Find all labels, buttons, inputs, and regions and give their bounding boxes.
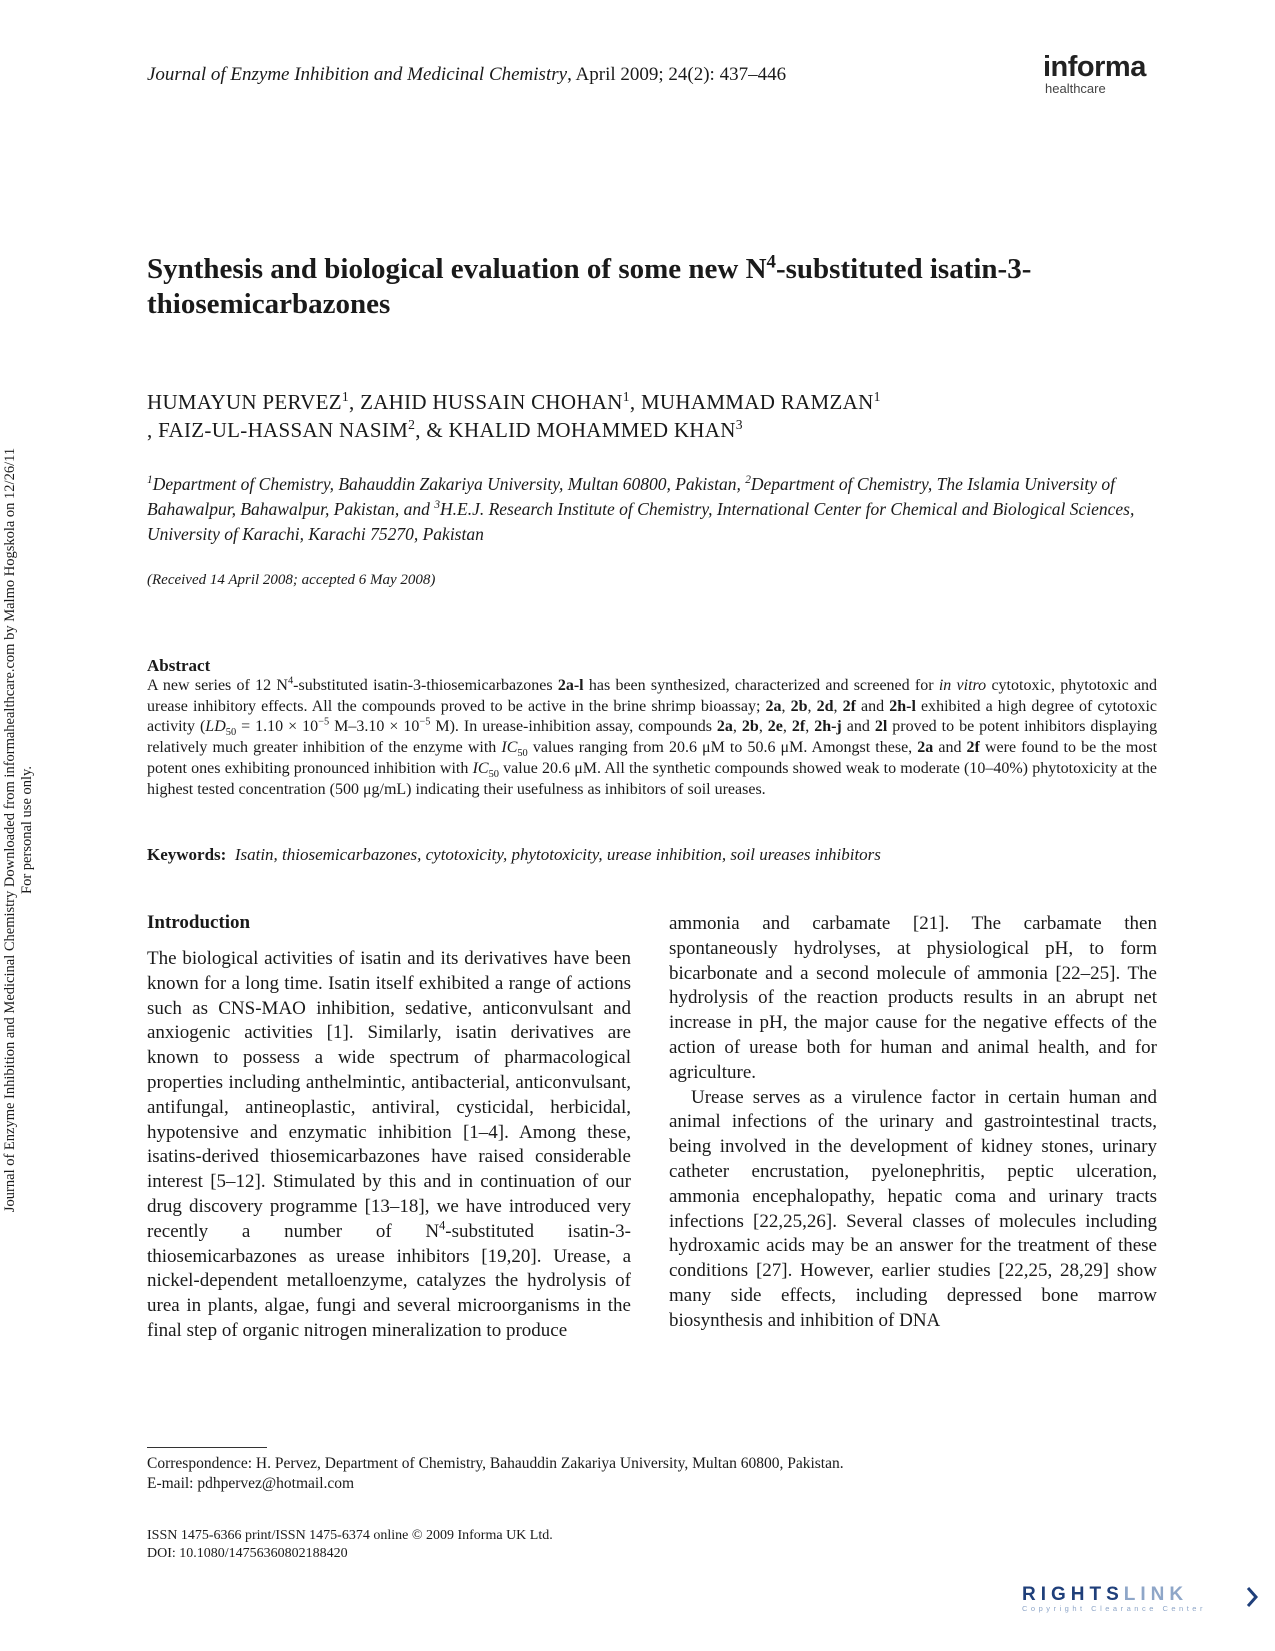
keywords-label: Keywords: [147,845,227,864]
publisher-name: informa [1043,51,1146,83]
abstract-italic: in vitro [938,677,987,694]
abstract-text: proved to be potent inhibitors displaying relatively much greater inhibition of the enzyme with [147,718,1158,757]
title-part1: Synthesis and biological evaluation of some new N [147,253,767,285]
compound-label: 2a-l [557,677,584,694]
author-list [147,388,1137,444]
compound-label: 2a [765,697,782,715]
issn-block [147,1527,553,1563]
abstract-text: and [933,739,967,757]
body-column-left [147,947,631,1344]
abstract-text: A new series of 12 N [147,677,288,694]
rightslink-tagline: Copyright Clearance Center [1022,1604,1206,1613]
keywords [147,845,1157,865]
body-paragraph: ammonia and carbamate [21]. The carbamate then spontaneously hydrolyses, at physiological pH, to form bicarbonate and a second molecule of ammonia [22–25]. The hydrolysis of the reaction products results in an abrupt net increase in pH, the major cause for the negative effects of the action of urease both for human and animal health, and for agriculture. [669,913,1157,1083]
side-note-line1: Journal of Enzyme Inhibition and Medicinal Chemistry Downloaded from informahealthcare.com by Malmo Hogskola on 12/26/11 [2,447,18,1213]
abstract-sub: 50 [225,727,237,739]
compound-label: 2f [966,739,980,757]
affil-text: Department of Chemistry, The Islamia University of Bahawalpur, Bahawalpur, Pakistan, and [147,474,1115,519]
paper-title [147,252,1127,322]
abstract-italic: IC [472,759,489,777]
journal-name: Journal of Enzyme Inhibition and Medicinal Chemistry [147,64,568,85]
body-text: -substituted isatin-3-thiosemicarbazones as urease inhibitors [19,20]. Urease, a nickel-dependent metalloenzyme, catalyzes the hydrolysis of urea in plants, algae, fungi and several microorganisms in the final step of organic nitrogen mineralization to produce [147,1220,631,1341]
author-name: , & KHALID MOHAMMED KHAN [415,418,736,442]
author-affil-sup: 1 [622,389,630,404]
affiliations [147,472,1157,547]
author-affil-sup: 2 [408,417,416,432]
affil-sup: 1 [147,474,153,487]
keywords-values: Isatin, thiosemicarbazones, cytotoxicity, phytotoxicity, urease inhibition, soil ureases inhibitors [234,845,881,864]
author-affil-sup: 3 [735,417,743,432]
publisher-division: healthcare [1045,81,1106,96]
abstract-text: were found to be the most potent ones exhibiting pronounced inhibition with [147,739,1158,777]
received-dates: (Received 14 April 2008; accepted 6 May 2008) [147,572,436,588]
compound-label: 2b [790,697,808,715]
body-text: The biological activities of isatin and its derivatives have been known for a long time. Isatin itself exhibited a range of actions such as CNS-MAO inhibition, sedative, anticonvulsant and anxiogenic activities [1]. Similarly, isatin derivatives are known to possess a wide spectrum of pharmacological properties including anthelmintic, antibacterial, anticonvulsant, antifungal, antineoplastic, antiviral, cysticidal, herbicidal, hypotensive and enzymatic inhibition [1–4]. Among these, isatins-derived thiosemicarbazones have raised considerable interest [5–12]. Stimulated by this and in continuation of our drug discovery programme [13–18], we have introduced very recently a number of N [147,948,631,1242]
body-column-right [669,912,1157,1334]
abstract-text: and [855,697,890,715]
abstract-text: and [841,718,875,736]
abstract-sub: 50 [488,769,499,780]
download-side-note [2,390,36,1270]
compound-label: 2h-l [889,697,916,715]
compound-label: 2f [842,697,856,715]
author-name: , MUHAMMAD RAMZAN [629,390,874,414]
rightslink-logo [1022,1584,1206,1613]
journal-issue: , April 2009; 24(2): 437–446 [567,64,787,85]
abstract-text: value 20.6 μM. All the synthetic compounds showed weak to moderate (10–40%) phytotoxicity at the highest tested concentration (500 μg/mL) indicating their usefulness as inhibitors of soil ureases. [147,759,1157,798]
abstract-heading: Abstract [147,656,211,675]
abstract-text: -substituted isatin-3-thiosemicarbazones [293,677,558,694]
correspondence-address: Correspondence: H. Pervez, Department of Chemistry, Bahauddin Zakariya University, Multan 60800, Pakistan. [147,1455,844,1472]
correspondence-note [147,1454,1147,1493]
compound-label: 2b [741,718,759,736]
abstract-text: cytotoxic, phytotoxic and urease inhibitory effects. All the compounds proved to be active in the brine shrimp bioassay; [147,677,1158,715]
side-note-line2: For personal use only. [19,766,35,894]
compound-label: 2e [767,718,783,736]
abstract-text: , [833,697,843,715]
abstract-sup: −5 [318,717,330,729]
author-affil-sup: 1 [341,389,349,404]
abstract-body [147,676,1157,800]
doi-line: DOI: 10.1080/14756360802188420 [147,1546,348,1561]
abstract-italic: IC [501,739,518,757]
compound-label: 2d [816,697,834,715]
abstract-text: values ranging from 20.6 μM to 50.6 μM. Amongst these, [527,739,918,757]
title-sup: 4 [766,251,776,273]
rightslink-word2: LINK [1123,1584,1189,1605]
issn-line: ISSN 1475-6366 print/ISSN 1475-6374 online © 2009 Informa UK Ltd. [147,1528,553,1543]
abstract-text: = 1.10 × 10 [236,718,319,736]
affil-text: Department of Chemistry, Bahauddin Zakariya University, Multan 60800, Pakistan, [152,474,746,494]
rightslink-chevron-icon [1244,1586,1258,1608]
body-paragraph: Urease serves as a virulence factor in certain human and animal infections of the urinary and gastrointestinal tracts, being involved in the development of kidney stones, urinary catheter encrustation, pyelonephritis, peptic ulceration, ammonia encephalopathy, hepatic coma and urinary tracts infections [22,25,26]. Several classes of molecules including hydroxamic acids may be an answer for the treatment of these conditions [27]. However, earlier studies [22,25, 28,29] show many side effects, including depressed bone marrow biosynthesis and inhibition of DNA [669,1086,1157,1331]
abstract-text: , [782,718,792,736]
abstract-text: exhibited a high degree of cytotoxic activity ( [147,697,1158,736]
abstract-sup: −5 [419,717,431,729]
publisher-logo [1043,52,1158,96]
abstract-sub: 50 [517,748,528,760]
abstract-text: has been synthesized, characterized and screened for [583,677,939,694]
body-sup: 4 [439,1218,446,1233]
compound-label: 2h-j [814,718,842,736]
abstract-text: , [732,718,742,736]
compound-label: 2a [917,739,934,757]
abstract-italic: LD [205,718,226,736]
compound-label: 2l [874,718,888,736]
abstract-text: , [758,718,768,736]
affil-sup: 3 [434,499,440,512]
abstract-sup: 4 [287,675,294,687]
body-paragraph [147,947,631,1344]
compound-label: 2f [791,718,806,736]
abstract-text: , [805,718,815,736]
abstract-text: M). In urease-inhibition assay, compounds [430,718,717,736]
author-affil-sup: 1 [873,389,881,404]
section-heading-introduction: Introduction [147,912,251,933]
affil-sup: 2 [745,474,751,487]
correspondence-email: E-mail: pdhpervez@hotmail.com [147,1474,355,1492]
abstract-text: , [781,697,791,715]
affil-text: H.E.J. Research Institute of Chemistry, International Center for Chemical and Biological Sciences, University of Karachi, Karachi 75270, Pakistan [147,499,1135,544]
abstract-text: , [807,697,817,715]
author-name: HUMAYUN PERVEZ [147,390,342,414]
footnote-divider [147,1447,267,1448]
abstract-text: M–3.10 × 10 [329,718,420,736]
rightslink-word1: RIGHTS [1022,1584,1124,1605]
author-name: , FAIZ-UL-HASSAN NASIM [147,418,409,442]
compound-label: 2a [716,718,733,736]
journal-citation [147,64,786,86]
title-part2: -substituted isatin-3-thiosemicarbazones [147,253,1032,320]
author-name: , ZAHID HUSSAIN CHOHAN [348,390,623,414]
